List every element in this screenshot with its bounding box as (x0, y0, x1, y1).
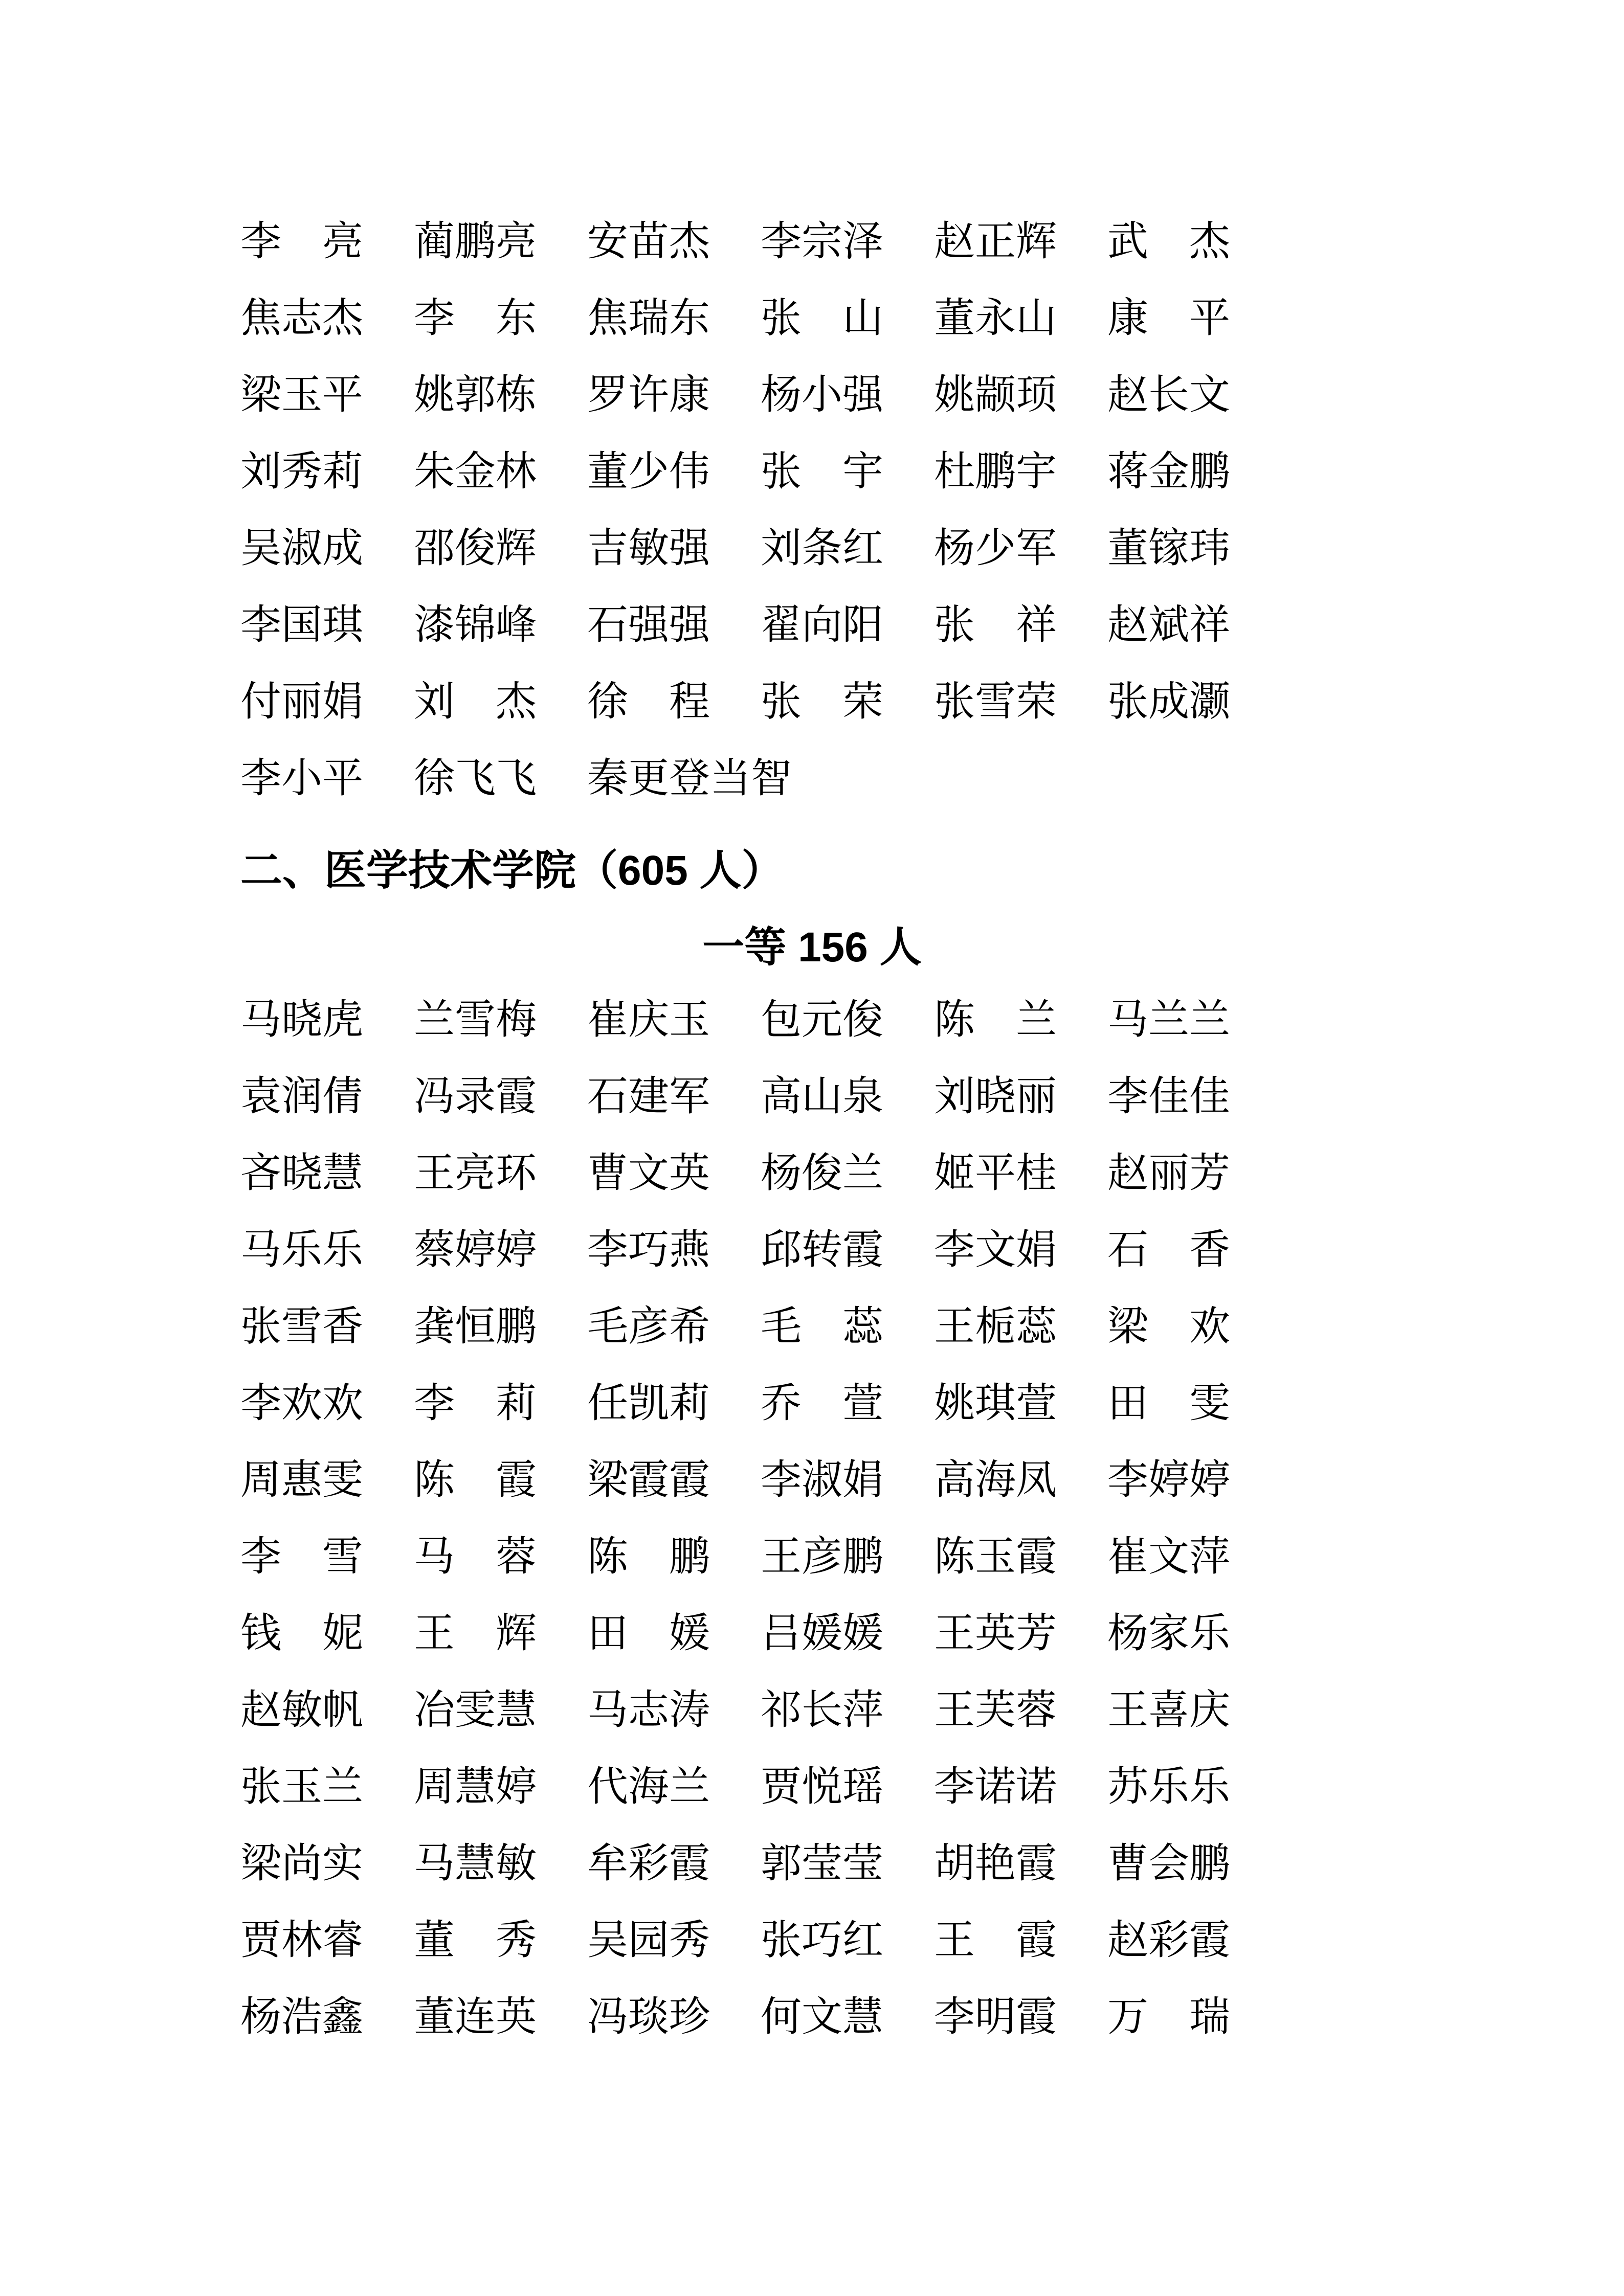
person-name: 冯录霞 (414, 1074, 537, 1119)
person-name: 高山泉 (761, 1074, 883, 1119)
person-name: 张 山 (761, 296, 883, 341)
name-row (240, 1519, 1624, 1595)
person-name: 姚颛顼 (934, 373, 1057, 418)
person-name: 李 雪 (240, 1535, 363, 1580)
person-name: 安苗杰 (587, 219, 710, 264)
person-name: 杨少军 (934, 526, 1057, 571)
person-name: 陈玉霞 (934, 1535, 1057, 1580)
person-name: 邵俊辉 (414, 526, 537, 571)
person-name: 石强强 (587, 603, 710, 648)
person-name: 贾林睿 (240, 1918, 363, 1963)
person-name: 董永山 (934, 296, 1057, 341)
person-name: 蒋金鹏 (1107, 449, 1230, 494)
person-name: 贾悦瑶 (761, 1765, 883, 1810)
name-row (240, 510, 1624, 587)
name-row (240, 982, 1624, 1059)
name-row (240, 587, 1624, 664)
person-name: 毛彦希 (587, 1304, 710, 1349)
person-name: 吴园秀 (587, 1918, 710, 1963)
person-name: 蔡婷婷 (414, 1228, 537, 1273)
person-name: 付丽娟 (240, 680, 363, 725)
section2-heading: 二、医学技术学院（605 人） (240, 847, 784, 894)
person-name: 杨俊兰 (761, 1151, 883, 1196)
name-row (240, 1135, 1624, 1212)
person-name: 周惠雯 (240, 1458, 363, 1503)
name-row (240, 204, 1624, 280)
person-name: 刘秀莉 (240, 449, 363, 494)
person-name: 李文娟 (934, 1228, 1057, 1273)
person-name: 董连英 (414, 1995, 537, 2040)
person-name: 李婷婷 (1107, 1458, 1230, 1503)
person-name: 刘 杰 (414, 680, 537, 725)
person-name: 李佳佳 (1107, 1074, 1230, 1119)
person-name: 杜鹏宇 (934, 449, 1057, 494)
person-name: 石建军 (587, 1074, 710, 1119)
person-name: 梁玉平 (240, 373, 363, 418)
person-name: 赵丽芳 (1107, 1151, 1230, 1196)
person-name: 王彦鹏 (761, 1535, 883, 1580)
person-name: 王 辉 (414, 1611, 537, 1656)
person-name: 何文慧 (761, 1995, 883, 2040)
name-row (240, 1979, 1624, 2056)
person-name: 李 亮 (240, 219, 363, 264)
person-name: 梁尚实 (240, 1841, 363, 1886)
person-name: 张雪荣 (934, 680, 1057, 725)
person-name: 任凯莉 (587, 1381, 710, 1426)
name-row (240, 434, 1624, 510)
person-name: 康 平 (1107, 296, 1230, 341)
person-name: 姬平桂 (934, 1151, 1057, 1196)
person-name: 董镓玮 (1107, 526, 1230, 571)
name-row (240, 1672, 1624, 1749)
name-row (240, 1902, 1624, 1979)
name-row (240, 1289, 1624, 1365)
name-row (240, 1442, 1624, 1519)
person-name: 钱 妮 (240, 1611, 363, 1656)
tier1-heading: 一等 156 人 (702, 924, 922, 971)
person-name: 张玉兰 (240, 1765, 363, 1810)
person-name: 马慧敏 (414, 1841, 537, 1886)
person-name: 陈 鹏 (587, 1535, 710, 1580)
name-row (240, 1749, 1624, 1826)
person-name: 梁霞霞 (587, 1458, 710, 1503)
section2-name-list (240, 982, 1624, 2056)
person-name: 赵斌祥 (1107, 603, 1230, 648)
person-name: 徐飞飞 (414, 756, 537, 801)
person-name: 吕媛媛 (761, 1611, 883, 1656)
person-name: 胡艳霞 (934, 1841, 1057, 1886)
person-name: 代海兰 (587, 1765, 710, 1810)
person-name: 龚恒鹏 (414, 1304, 537, 1349)
person-name: 吝晓慧 (240, 1151, 363, 1196)
person-name: 王喜庆 (1107, 1688, 1230, 1733)
person-name: 李巧燕 (587, 1228, 710, 1273)
person-name: 张成灏 (1107, 680, 1230, 725)
name-row (240, 664, 1624, 740)
person-name: 罗许康 (587, 373, 710, 418)
person-name: 董少伟 (587, 449, 710, 494)
person-name: 田 雯 (1107, 1381, 1230, 1426)
person-name: 徐 程 (587, 680, 710, 725)
person-name: 毛 蕊 (761, 1304, 883, 1349)
person-name: 吴淑成 (240, 526, 363, 571)
person-name: 刘晓丽 (934, 1074, 1057, 1119)
name-row (240, 1059, 1624, 1135)
person-name: 李欢欢 (240, 1381, 363, 1426)
person-name: 赵敏帆 (240, 1688, 363, 1733)
person-name: 张 荣 (761, 680, 883, 725)
name-row (240, 740, 1624, 817)
person-name: 王栀蕊 (934, 1304, 1057, 1349)
person-name: 包元俊 (761, 998, 883, 1043)
person-name: 曹会鹏 (1107, 1841, 1230, 1886)
person-name: 姚琪萱 (934, 1381, 1057, 1426)
person-name: 董 秀 (414, 1918, 537, 1963)
person-name: 赵彩霞 (1107, 1918, 1230, 1963)
person-name: 袁润倩 (240, 1074, 363, 1119)
person-name: 刘条红 (761, 526, 883, 571)
person-name: 周慧婷 (414, 1765, 537, 1810)
person-name: 万 瑞 (1107, 1995, 1230, 2040)
name-row (240, 1595, 1624, 1672)
name-row (240, 280, 1624, 357)
person-name: 李淑娟 (761, 1458, 883, 1503)
person-name: 冶雯慧 (414, 1688, 537, 1733)
person-name: 冯琰珍 (587, 1995, 710, 2040)
person-name: 李明霞 (934, 1995, 1057, 2040)
person-name: 蔺鹏亮 (414, 219, 537, 264)
person-name: 马乐乐 (240, 1228, 363, 1273)
name-row (240, 1826, 1624, 1902)
person-name: 郭莹莹 (761, 1841, 883, 1886)
person-name: 秦更登当智 (587, 756, 792, 801)
person-name: 王亮环 (414, 1151, 537, 1196)
person-name: 崔庆玉 (587, 998, 710, 1043)
person-name: 曹文英 (587, 1151, 710, 1196)
person-name: 翟向阳 (761, 603, 883, 648)
person-name: 兰雪梅 (414, 998, 537, 1043)
person-name: 高海凤 (934, 1458, 1057, 1503)
person-name: 焦瑞东 (587, 296, 710, 341)
person-name: 马志涛 (587, 1688, 710, 1733)
person-name: 张 宇 (761, 449, 883, 494)
person-name: 吉敏强 (587, 526, 710, 571)
name-row (240, 1365, 1624, 1442)
person-name: 邱转霞 (761, 1228, 883, 1273)
person-name: 祁长萍 (761, 1688, 883, 1733)
person-name: 张巧红 (761, 1918, 883, 1963)
person-name: 杨浩鑫 (240, 1995, 363, 2040)
person-name: 姚郭栋 (414, 373, 537, 418)
person-name: 乔 萱 (761, 1381, 883, 1426)
person-name: 赵长文 (1107, 373, 1230, 418)
person-name: 牟彩霞 (587, 1841, 710, 1886)
person-name: 朱金林 (414, 449, 537, 494)
person-name: 田 媛 (587, 1611, 710, 1656)
name-row (240, 1212, 1624, 1289)
person-name: 李国琪 (240, 603, 363, 648)
person-name: 杨家乐 (1107, 1611, 1230, 1656)
person-name: 王 霞 (934, 1918, 1057, 1963)
person-name: 王芙蓉 (934, 1688, 1057, 1733)
person-name: 陈 霞 (414, 1458, 537, 1503)
person-name: 赵正辉 (934, 219, 1057, 264)
person-name: 张 祥 (934, 603, 1057, 648)
person-name: 武 杰 (1107, 219, 1230, 264)
person-name: 苏乐乐 (1107, 1765, 1230, 1810)
person-name: 杨小强 (761, 373, 883, 418)
person-name: 李 东 (414, 296, 537, 341)
person-name: 陈 兰 (934, 998, 1057, 1043)
person-name: 张雪香 (240, 1304, 363, 1349)
person-name: 李宗泽 (761, 219, 883, 264)
section1-name-list (240, 204, 1624, 817)
person-name: 马兰兰 (1107, 998, 1230, 1043)
person-name: 王英芳 (934, 1611, 1057, 1656)
name-row (240, 357, 1624, 434)
person-name: 李小平 (240, 756, 363, 801)
person-name: 李 莉 (414, 1381, 537, 1426)
person-name: 石 香 (1107, 1228, 1230, 1273)
person-name: 梁 欢 (1107, 1304, 1230, 1349)
person-name: 马 蓉 (414, 1535, 537, 1580)
person-name: 马晓虎 (240, 998, 363, 1043)
person-name: 李诺诺 (934, 1765, 1057, 1810)
person-name: 崔文萍 (1107, 1535, 1230, 1580)
person-name: 焦志杰 (240, 296, 363, 341)
person-name: 漆锦峰 (414, 603, 537, 648)
